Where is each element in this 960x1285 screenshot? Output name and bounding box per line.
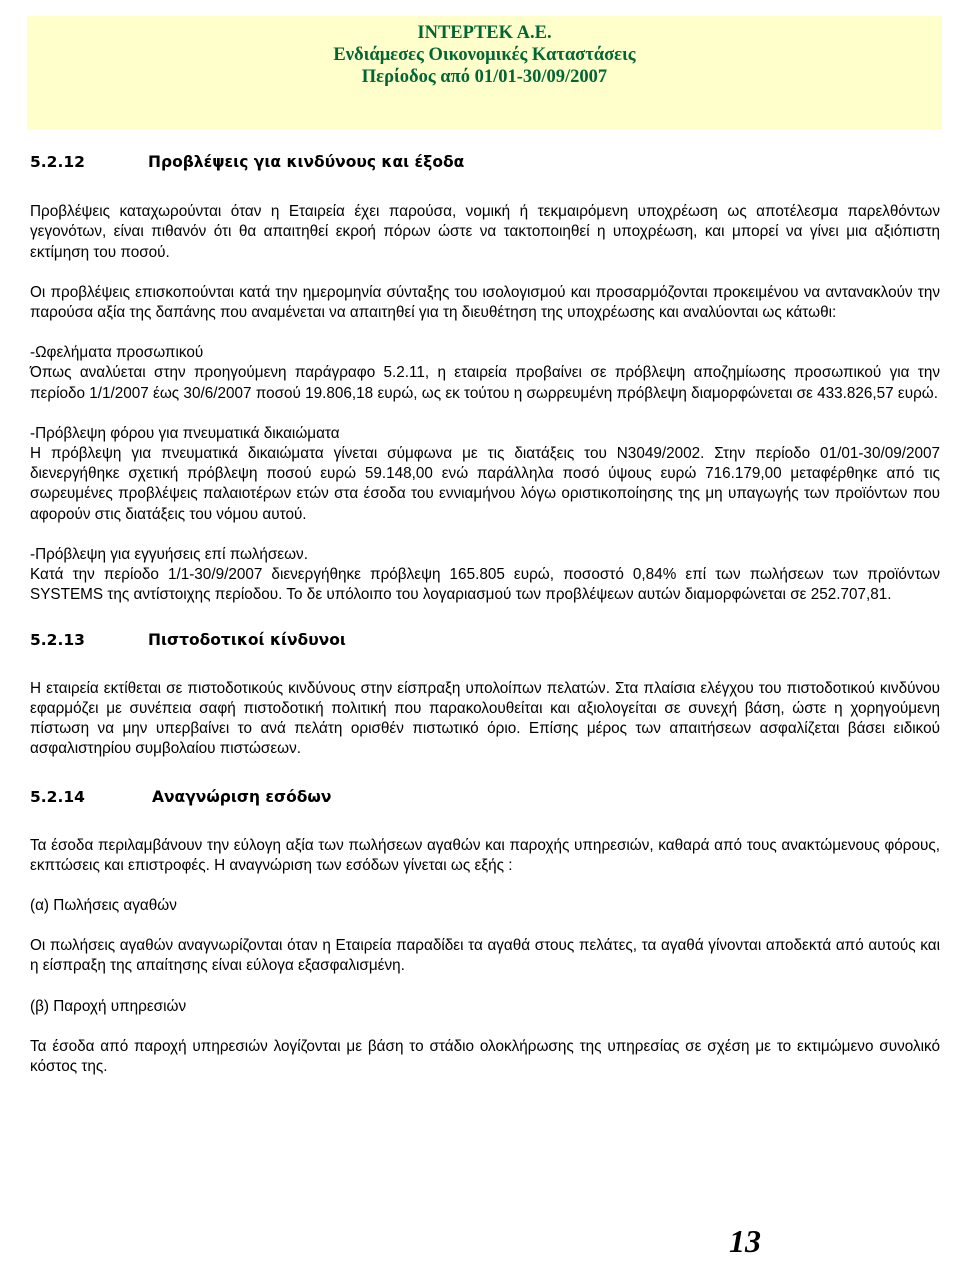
paragraph: Οι προβλέψεις επισκοπούνται κατά την ημερομηνία σύνταξης του ισολογισμού και προσαρμόζονται προκειμένου να αντανακλούν την παρούσα αξία της δαπάνης που αναμένεται να απαιτηθεί για τη διευθέτηση της υποχρέωσης και αναλύονται ως κάτωθι:	[30, 283, 940, 322]
section-title: Πιστοδοτικοί κίνδυνοι	[148, 631, 346, 650]
item-title: -Ωφελήματα προσωπικού	[30, 344, 204, 362]
paragraph: Οι πωλήσεις αγαθών αναγνωρίζονται όταν η Εταιρεία παραδίδει τα αγαθά στους πελάτες, τα αγαθά γίνονται αποδεκτά από αυτούς και η είσπραξη της απαίτησης είναι εύλογα εξασφαλισμένη.	[30, 937, 940, 975]
section-heading-5-2-14	[30, 787, 940, 807]
company-name: ΙΝΤΕΡΤΕΚ Α.Ε.	[417, 23, 552, 43]
document-body	[30, 152, 940, 1077]
item-title: -Πρόβλεψη για εγγυήσεις επί πωλήσεων.	[30, 545, 308, 563]
report-period: Περίοδος από 01/01-30/09/2007	[361, 67, 608, 87]
paragraph: Προβλέψεις καταχωρούνται όταν η Εταιρεία έχει παρούσα, νομική ή τεκμαιρόμενη υποχρέωση ως αποτέλεσμα παρελθόντων γεγονότων, είναι πιθανόν ότι θα απαιτηθεί εκροή πόρων ώστε να τακτοποιηθεί η υποχρέωση, και μπορεί να γίνει μια αξιόπιστη εκτίμηση του ποσού.	[30, 203, 940, 261]
section-number: 5.2.14	[30, 788, 85, 807]
report-subtitle: Ενδιάμεσες Οικονομικές Καταστάσεις	[333, 45, 636, 65]
paragraph: Τα έσοδα περιλαμβάνουν την εύλογη αξία των πωλήσεων αγαθών και παροχής υπηρεσιών, καθαρά από τους ανακτώμενους φόρους, εκπτώσεις και επιστροφές. Η αναγνώριση των εσόδων γίνεται ως εξής :	[30, 836, 940, 874]
section-title: Προβλέψεις για κινδύνους και έξοδα	[148, 153, 465, 171]
page-number: 13	[729, 1223, 761, 1259]
subsection-title: (α) Πωλήσεις αγαθών	[30, 897, 177, 915]
section-number: 5.2.13	[30, 631, 85, 650]
item-title: -Πρόβλεψη φόρου για πνευματικά δικαιώματα	[30, 424, 340, 442]
paragraph: Η εταιρεία εκτίθεται σε πιστοδοτικούς κινδύνους στην είσπραξη υπολοίπων πελατών. Στα πλαίσια ελέγχου του πιστοδοτικού κινδύνου εφαρμόζει με συνέπεια σαφή πιστοδοτική πολιτική που παρακολουθείται και αξιολογείται σε συνεχή βάση, ώστε η χορηγούμενη πίστωση να μην υπερβαίνει το ανά πελάτη ορισθέν πιστωτικό όριο. Επίσης μέρος των απαιτήσεων ασφαλίζεται βάσει ειδικού ασφαλιστηρίου συμβολαίου πιστώσεων.	[30, 679, 940, 758]
paragraph: Κατά την περίοδο 1/1-30/9/2007 διενεργήθηκε πρόβλεψη 165.805 ευρώ, ποσοστό 0,84% επί των πωλήσεων των προϊόντων SYSTEMS της αντίστοιχης περίοδου. Το δε υπόλοιπο του λογαριασμού των προβλέψεων αυτών διαμορφώνεται σε 252.707,81.	[30, 566, 940, 604]
document-header	[27, 16, 942, 130]
section-heading-5-2-12	[30, 152, 940, 172]
section-heading-5-2-13	[30, 630, 940, 650]
paragraph: Όπως αναλύεται στην προηγούμενη παράγραφο 5.2.11, η εταιρεία προβαίνει σε πρόβλεψη αποζημίωσης προσωπικού για την περίοδο 1/1/2007 έως 30/6/2007 ποσού 19.806,18 ευρώ, ως εκ τούτου η σωρρευμένη πρόβλεψη διαμορφώνεται σε 433.826,57 ευρώ.	[30, 364, 940, 402]
subsection-title: (β) Παροχή υπηρεσιών	[30, 997, 187, 1015]
section-title: Αναγνώριση εσόδων	[152, 788, 332, 807]
paragraph: Η πρόβλεψη για πνευματικά δικαιώματα γίνεται σύμφωνα με τις διατάξεις του Ν3049/2002. Στην περίοδο 01/01-30/09/2007 διενεργήθηκε σχετική πρόβλεψη ποσού ευρώ 59.148,00 ενώ παράλληλα ποσό ύψους ευρώ 716.179,00 μεταφέρθηκε από τις σωρευμένες προβλέψεις παλαιοτέρων ετών στα έσοδα του εννιαμήνου λόγω οριστικοποίησης της μη υπαγωγής των προϊόντων που αφορούν στις διατάξεις του νόμου αυτού.	[30, 445, 940, 523]
paragraph: Τα έσοδα από παροχή υπηρεσιών λογίζονται με βάση το στάδιο ολοκλήρωσης της υπηρεσίας σε σχέση με το εκτιμώμενο συνολικό κόστος της.	[30, 1037, 940, 1076]
section-number: 5.2.12	[30, 153, 85, 171]
